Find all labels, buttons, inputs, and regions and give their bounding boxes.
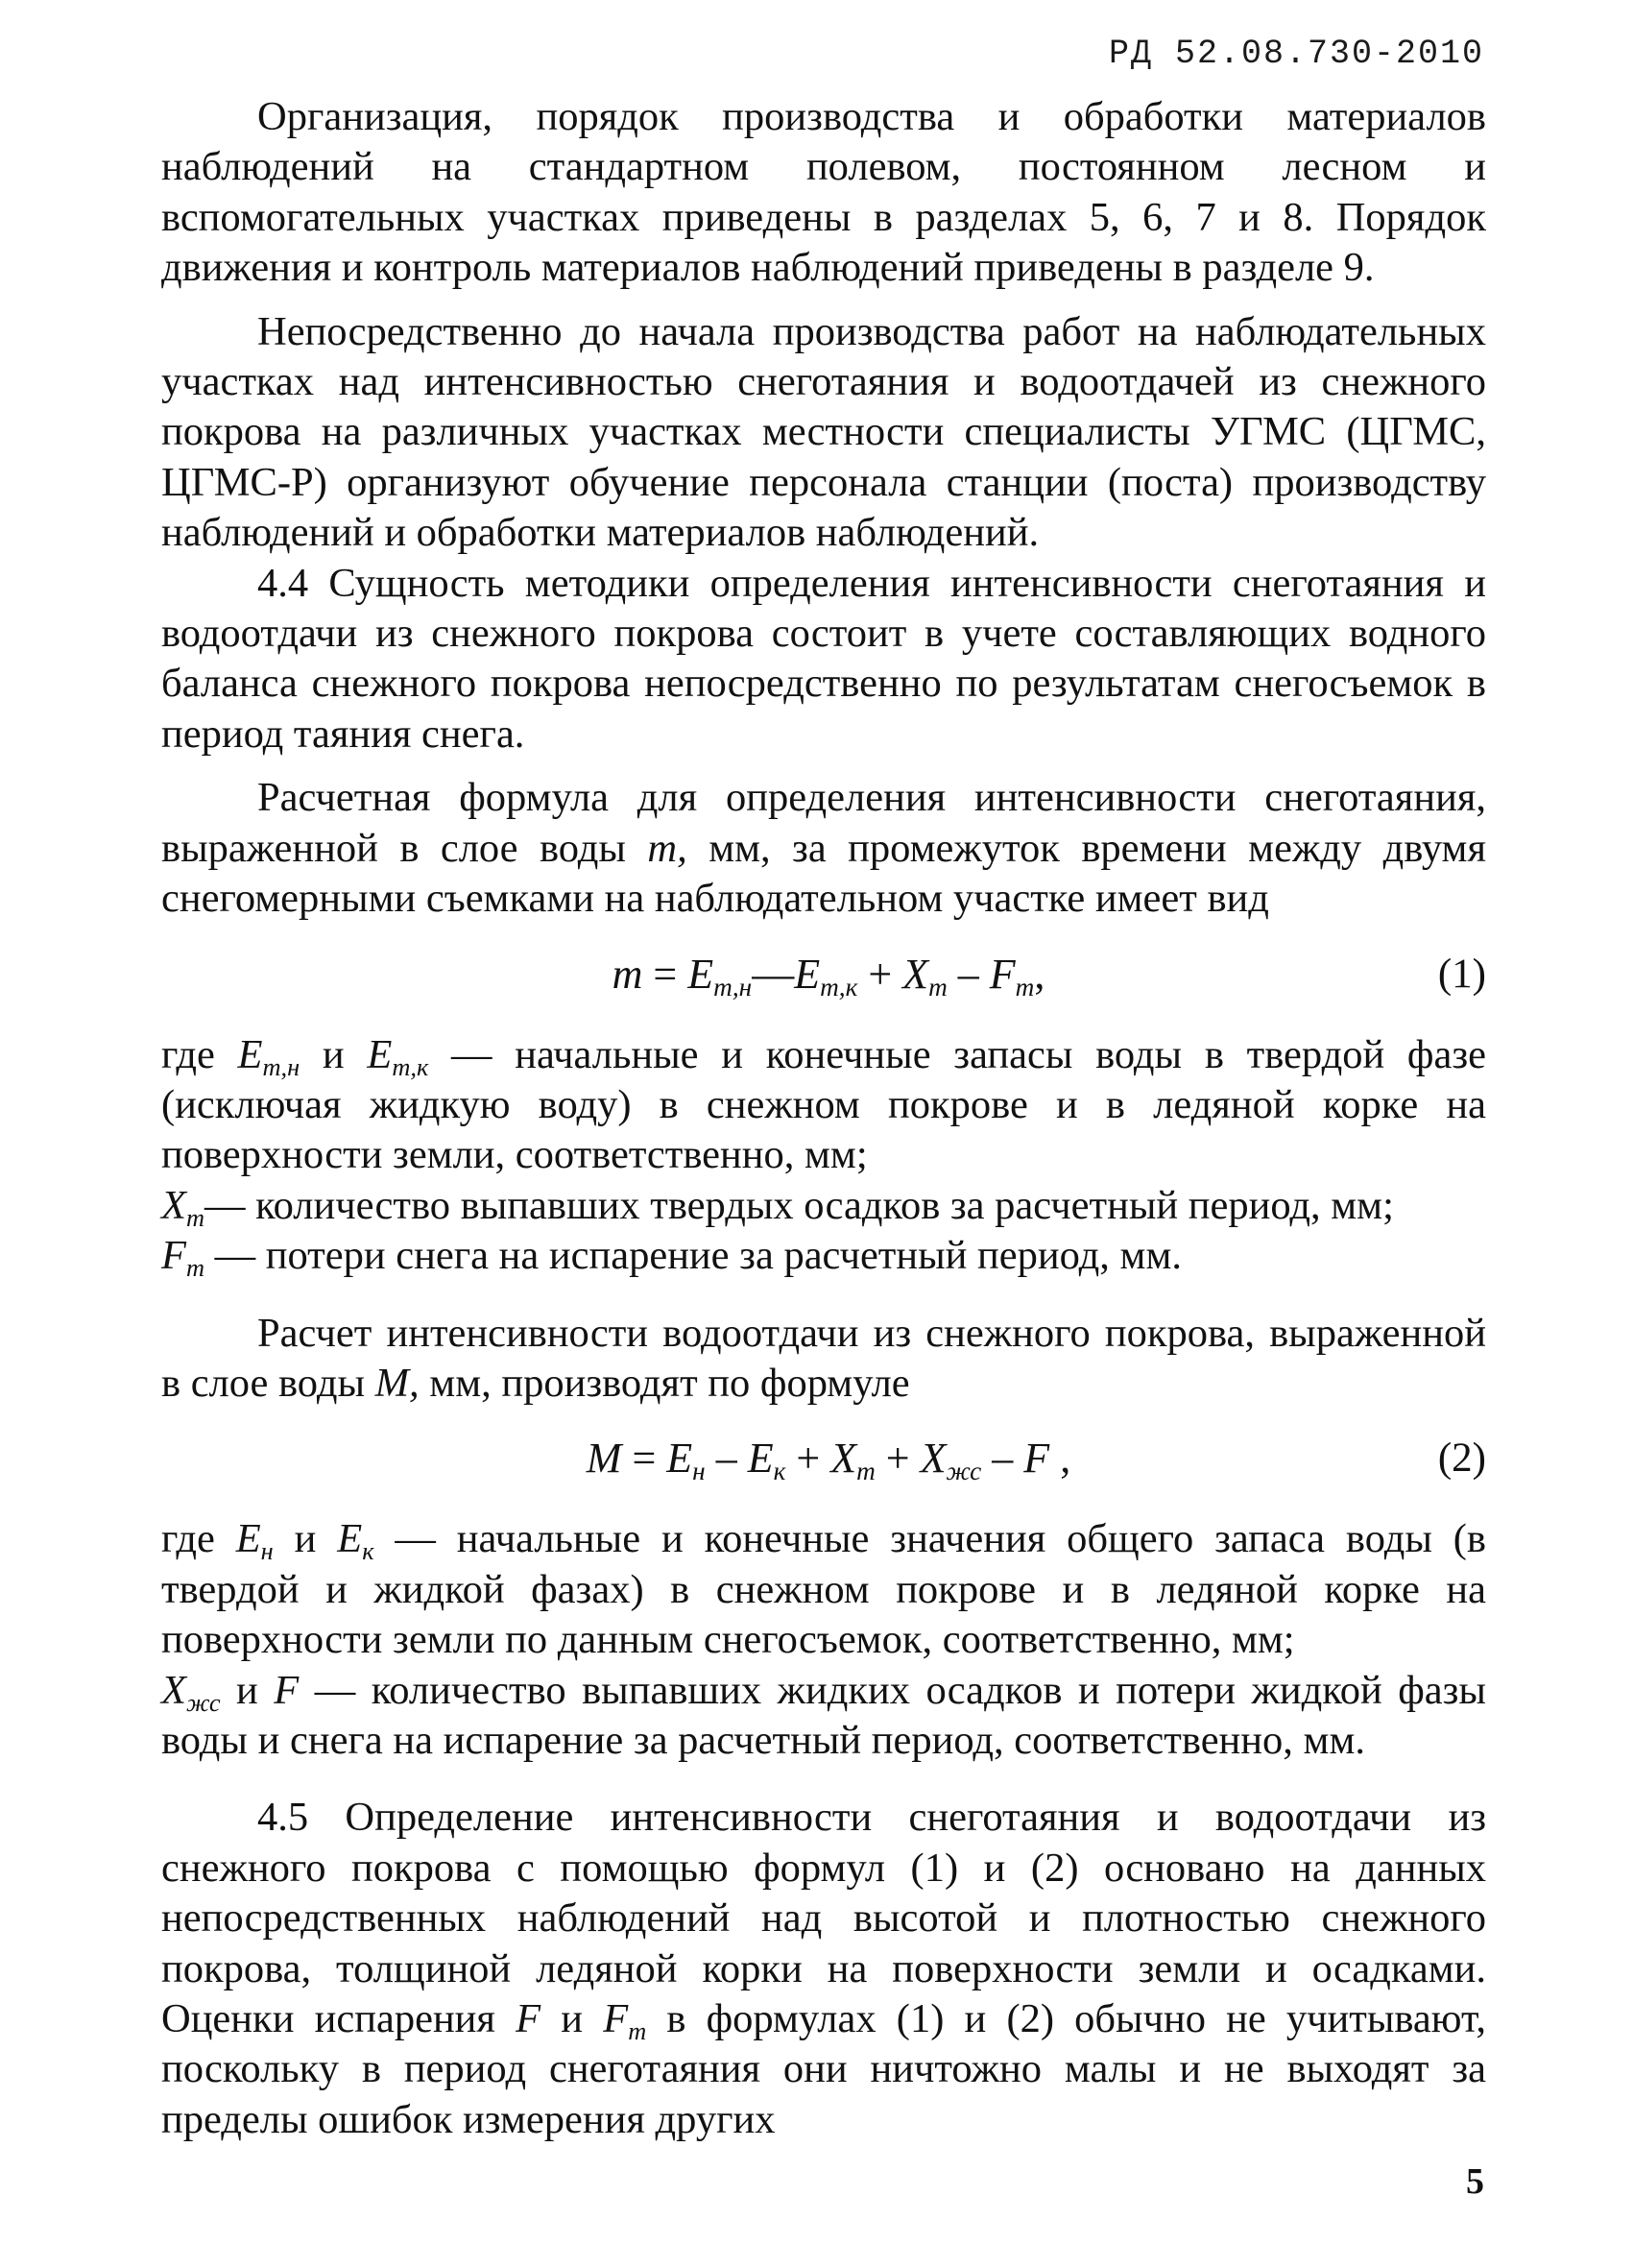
- body-text: [161, 92, 1486, 2145]
- definition-item: где $E_н$ и $E_к$ — начальные и конечные значения общего запаса воды (в твердой и жидкой фазах) в снежном покрове и в ледяной корке на поверхности земли по данным снегосъемок, соответственно, мм;: [161, 1516, 1486, 1663]
- paragraph-section-4-5: 4.5 Определение интенсивности снеготаяния и водоотдачи из снежного покрова с помощью формул (1) и (2) основано на данных непосредственных наблюдений над высотой и плотностью снежного покрова, толщиной ледяной корки на поверхности земли и осадками. Оценки испарения F и $F_m$ в формулах (1) и (2) обычно не учитывают, поскольку в период снеготаяния они ничтожно малы и не выходят за пределы ошибок измерения других: [161, 1795, 1486, 2142]
- paragraph: Непосредственно до начала производства работ на наблюдательных участках над интенсивностью снеготаяния и водоотдачей из снежного покрова на различных участках местности специалисты УГМС (ЦГМС, ЦГМС-Р) организуют обучение персонала станции (поста) производству наблюдений и обработки материалов наблюдений.: [161, 308, 1486, 556]
- formula-2: [161, 1409, 1486, 1514]
- paragraph-section-4-4: 4.4 Сущность методики определения интенсивности снеготаяния и водоотдачи из снежного покрова состоит в учете составляющих водного баланса снежного покрова непосредственно по результатам снегосъемок в период таяния снега.: [161, 560, 1486, 757]
- definition-item: $X_{жс}$ и F — количество выпавших жидких осадков и потери жидкой фазы воды и снега на испарение за расчетный период, соответственно, мм.: [161, 1667, 1486, 1763]
- definition-item: $F_m$ — потери снега на испарение за расчетный период, мм.: [161, 1233, 1182, 1283]
- formula-1-number: (1): [1437, 951, 1486, 997]
- formula-1: [161, 925, 1486, 1030]
- page-number: 5: [1466, 2161, 1484, 2202]
- formula-2-expression: $M = E_н - E_к + X_m + X_{жс} - F$ ,: [586, 1435, 1071, 1486]
- paragraph: Организация, порядок производства и обработки материалов наблюдений на стандартном полевом, постоянном лесном и вспомогательных участках приведены в разделах 5, 6, 7 и 8. Порядок движения и контроль материалов наблюдений приведены в разделе 9.: [161, 94, 1486, 291]
- paragraph: Расчетная формула для определения интенсивности снеготаяния, выраженной в слое воды m, мм, за промежуток времени между двумя снегомерными съемками на наблюдательном участке имеет вид: [161, 775, 1486, 922]
- paragraph: Расчет интенсивности водоотдачи из снежного покрова, выраженной в слое воды M, мм, производят по формуле: [161, 1310, 1486, 1406]
- formula-1-expression: $m = E_{m,н}—E_{m,к} + X_m - F_m$,: [612, 950, 1045, 1001]
- formula-2-number: (2): [1437, 1436, 1486, 1482]
- document-code-header: РД 52.08.730-2010: [1108, 35, 1484, 73]
- formula-2-definitions: [161, 1514, 1486, 1766]
- definition-item: где $E_{m,н}$ и $E_{m,к}$ — начальные и конечные запасы воды в твердой фазе (исключая жидкую воду) в снежном покрове и в ледяной корке на поверхности земли, соответственно, мм;: [161, 1031, 1486, 1178]
- definition-item: $X_m—$ количество выпавших твердых осадков за расчетный период, мм;: [161, 1182, 1394, 1232]
- formula-1-definitions: [161, 1030, 1486, 1282]
